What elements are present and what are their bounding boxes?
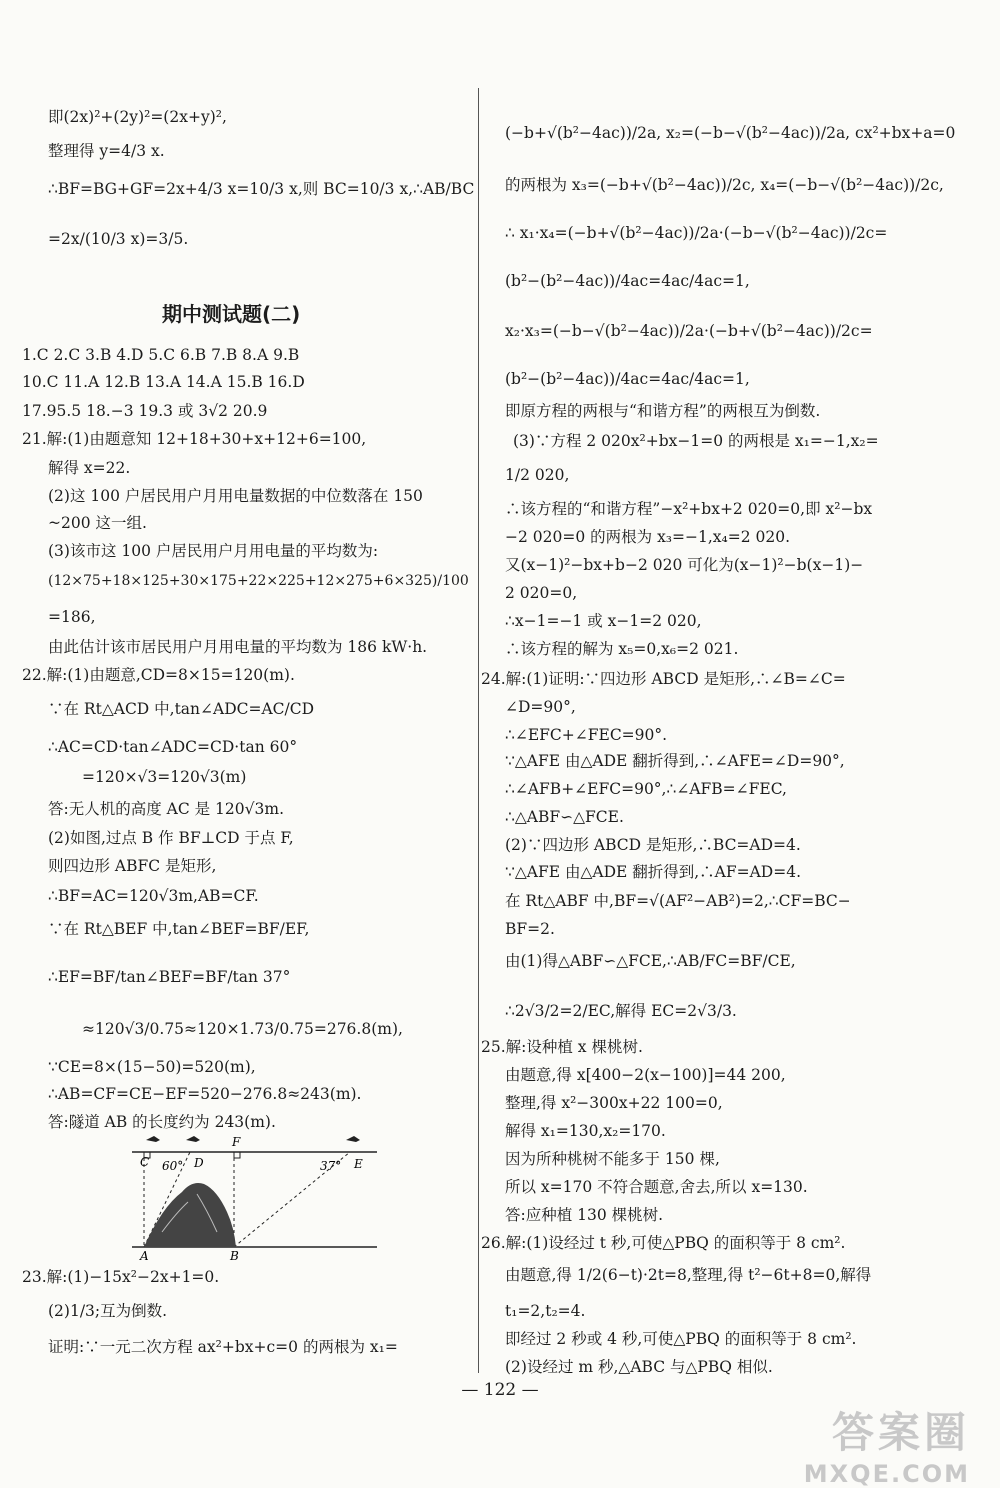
tunnel-figure: [122, 1132, 412, 1262]
question-line: 24.解:(1)证明:∵四边形 ABCD 是矩形,∴∠B=∠C=: [481, 670, 846, 688]
text-line: ∴该方程的“和谐方程”−x²+bx+2 020=0,即 x²−bx: [505, 500, 873, 518]
text-line: (b²−(b²−4ac))/4ac=4ac/4ac=1,: [505, 272, 750, 290]
page-number: — 122 —: [461, 1380, 539, 1400]
text-line: 由题意,得 x[400−2(x−100)]=44 200,: [505, 1066, 786, 1084]
question-line: 25.解:设种植 x 棵桃树.: [481, 1038, 643, 1056]
question-line: 22.解:(1)由题意,CD=8×15=120(m).: [22, 666, 295, 684]
question-line: 21.解:(1)由题意知 12+18+30+x+12+6=100,: [22, 430, 367, 448]
figure-label: 37°: [320, 1159, 342, 1173]
text-line: =120×√3=120√3(m): [82, 768, 247, 786]
text-line: 1/2 020,: [505, 466, 570, 484]
text-line: 解得 x=22.: [48, 459, 131, 477]
text-line: 在 Rt△ABF 中,BF=√(AF²−AB²)=2,∴CF=BC−: [505, 892, 851, 910]
text-line: ~200 这一组.: [48, 514, 147, 532]
figure-label: B: [230, 1249, 239, 1262]
text-line: BF=2.: [505, 920, 555, 938]
text-line: 所以 x=170 不符合题意,舍去,所以 x=130.: [505, 1178, 808, 1196]
section-title: 期中测试题(二): [162, 302, 301, 326]
text-line: 由(1)得△ABF∽△FCE,∴AB/FC=BF/CE,: [505, 952, 796, 970]
answer-row: 10.C 11.A 12.B 13.A 14.A 15.B 16.D: [22, 373, 305, 391]
text-line: ∵△AFE 由△ADE 翻折得到,∴AF=AD=4.: [505, 863, 802, 881]
text-line: 答:无人机的高度 AC 是 120√3m.: [48, 800, 285, 818]
text-line: 即(2x)²+(2y)²=(2x+y)²,: [48, 108, 227, 126]
figure-label: C: [140, 1155, 150, 1169]
text-line: (b²−(b²−4ac))/4ac=4ac/4ac=1,: [505, 370, 750, 388]
text-line: 2 020=0,: [505, 584, 578, 602]
figure-label: E: [354, 1157, 363, 1171]
text-line: =186,: [48, 608, 96, 626]
text-line: 由题意,得 1/2(6−t)·2t=8,整理,得 t²−6t+8=0,解得: [505, 1266, 872, 1284]
text-line: x₂·x₃=(−b−√(b²−4ac))/2a·(−b+√(b²−4ac))/2c=: [505, 322, 873, 340]
figure-label: F: [232, 1135, 241, 1149]
text-line: (2)1/3;互为倒数.: [48, 1302, 168, 1320]
text-line: (2)如图,过点 B 作 BF⊥CD 于点 F,: [48, 829, 294, 847]
text-line: −2 020=0 的两根为 x₃=−1,x₄=2 020.: [505, 528, 791, 546]
watermark-url: MXQE.COM: [803, 1460, 970, 1488]
watermark: [804, 1400, 970, 1488]
average-formula: (12×75+18×125+30×175+22×225+12×275+6×325)/100: [48, 573, 469, 589]
text-line: ∴AC=CD·tan∠ADC=CD·tan 60°: [48, 738, 298, 756]
text-line: ∴ x₁·x₄=(−b+√(b²−4ac))/2a·(−b−√(b²−4ac))/2c=: [505, 224, 888, 242]
text-line: =2x/(10/3 x)=3/5.: [48, 230, 189, 248]
watermark-logo: 答案圈: [831, 1408, 970, 1457]
text-line: 整理得 y=4/3 x.: [48, 142, 165, 160]
text-line: ∵在 Rt△BEF 中,tan∠BEF=BF/EF,: [48, 920, 310, 938]
text-line: ∵CE=8×(15−50)=520(m),: [48, 1058, 256, 1076]
text-line: ∴∠EFC+∠FEC=90°.: [505, 726, 668, 744]
text-line: (2)设经过 m 秒,△ABC 与△PBQ 相似.: [505, 1358, 773, 1376]
text-line: ≈120√3/0.75≈120×1.73/0.75=276.8(m),: [82, 1020, 403, 1038]
text-line: 解得 x₁=130,x₂=170.: [505, 1122, 666, 1140]
text-line: 答:应种植 130 棵桃树.: [505, 1206, 664, 1224]
figure-label: A: [140, 1249, 149, 1262]
text-line: (2)这 100 户居民用户月用电量数据的中位数落在 150: [48, 487, 423, 505]
text-line: ∴该方程的解为 x₅=0,x₆=2 021.: [505, 640, 739, 658]
text-line: ∴x−1=−1 或 x−1=2 020,: [505, 612, 702, 630]
answer-row: 17.95.5 18.−3 19.3 或 3√2 20.9: [22, 402, 268, 420]
text-line: (2)∵四边形 ABCD 是矩形,∴BC=AD=4.: [505, 836, 801, 854]
text-line: 即经过 2 秒或 4 秒,可使△PBQ 的面积等于 8 cm².: [505, 1330, 857, 1348]
text-line: (−b+√(b²−4ac))/2a, x₂=(−b−√(b²−4ac))/2a, cx²+bx+a=0: [505, 124, 956, 142]
text-line: ∴△ABF∽△FCE.: [505, 808, 624, 826]
text-line: 因为所种桃树不能多于 150 棵,: [505, 1150, 720, 1168]
text-line: ∴∠AFB+∠EFC=90°,∴∠AFB=∠FEC,: [505, 780, 787, 798]
text-line: ∴BF=AC=120√3m,AB=CF.: [48, 887, 259, 905]
text-line: 答:隧道 AB 的长度约为 243(m).: [48, 1113, 276, 1131]
text-line: 即原方程的两根与“和谐方程”的两根互为倒数.: [505, 402, 821, 420]
text-line: ∵在 Rt△ACD 中,tan∠ADC=AC/CD: [48, 700, 315, 718]
text-line: 的两根为 x₃=(−b+√(b²−4ac))/2c, x₄=(−b−√(b²−4ac))/2c,: [505, 176, 944, 194]
answer-row: 1.C 2.C 3.B 4.D 5.C 6.B 7.B 8.A 9.B: [22, 346, 300, 364]
column-divider: [478, 88, 479, 1373]
text-line: 由此估计该市居民用户月用电量的平均数为 186 kW·h.: [48, 638, 428, 656]
text-line: 整理,得 x²−300x+22 100=0,: [505, 1094, 723, 1112]
text-line: 则四边形 ABFC 是矩形,: [48, 857, 217, 875]
text-line: ∵△AFE 由△ADE 翻折得到,∴∠AFE=∠D=90°,: [505, 752, 845, 770]
figure-label: 60°: [162, 1159, 184, 1173]
text-line: (3)∵方程 2 020x²+bx−1=0 的两根是 x₁=−1,x₂=: [513, 432, 879, 450]
figure-label: D: [194, 1156, 204, 1170]
text-line: 证明:∵一元二次方程 ax²+bx+c=0 的两根为 x₁=: [48, 1338, 398, 1356]
question-line: 23.解:(1)−15x²−2x+1=0.: [22, 1268, 220, 1286]
text-line: t₁=2,t₂=4.: [505, 1302, 586, 1320]
text-line: (3)该市这 100 户居民用户月用电量的平均数为:: [48, 542, 379, 560]
text-line: ∴BF=BG+GF=2x+4/3 x=10/3 x,则 BC=10/3 x,∴AB/BC: [48, 180, 475, 198]
text-line: ∴AB=CF=CE−EF=520−276.8≈243(m).: [48, 1085, 362, 1103]
text-line: ∠D=90°,: [505, 698, 576, 716]
text-line: 又(x−1)²−bx+b−2 020 可化为(x−1)²−b(x−1)−: [505, 556, 864, 574]
text-line: ∴2√3/2=2/EC,解得 EC=2√3/3.: [505, 1002, 737, 1020]
question-line: 26.解:(1)设经过 t 秒,可使△PBQ 的面积等于 8 cm².: [481, 1234, 846, 1252]
text-line: ∴EF=BF/tan∠BEF=BF/tan 37°: [48, 968, 291, 986]
